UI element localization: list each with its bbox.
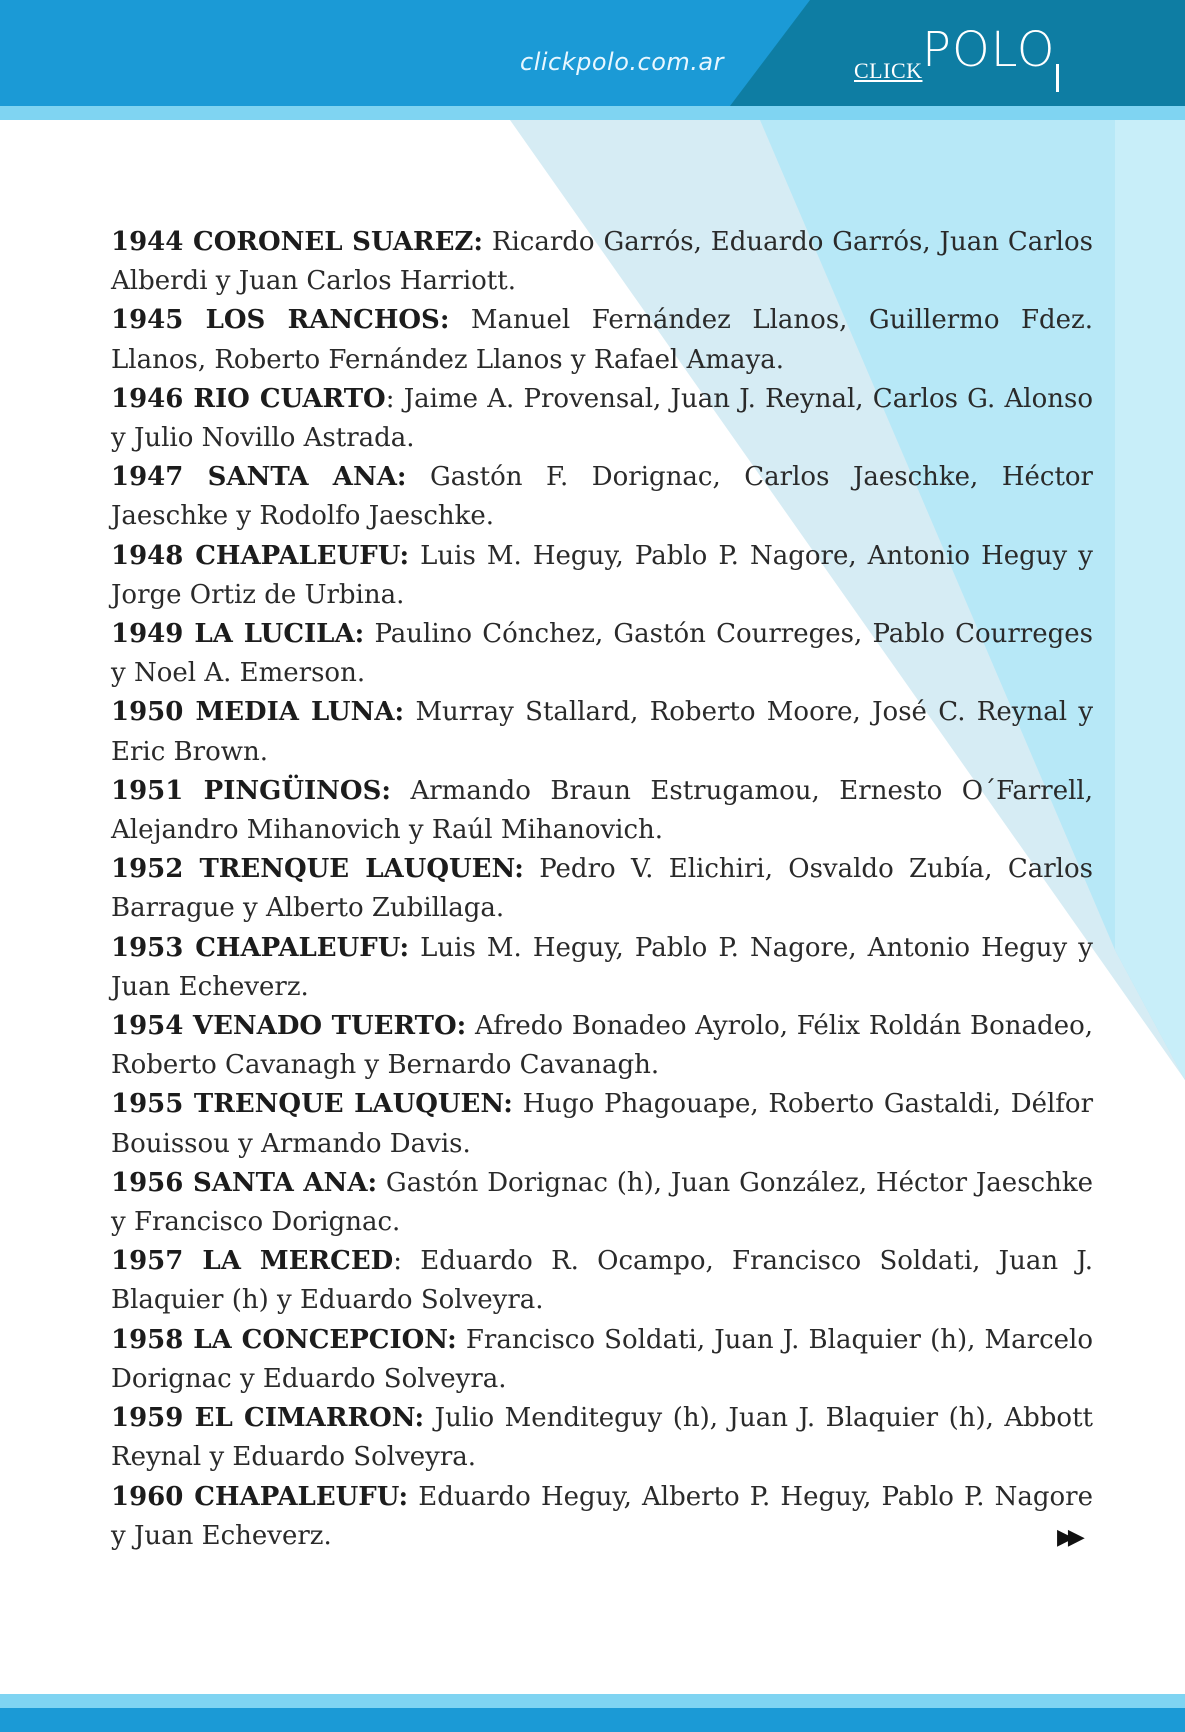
entry-year-team: 1947 SANTA ANA: <box>111 462 407 493</box>
footer-accent-strip <box>0 1694 1185 1708</box>
entry-players: Gastón Dorignac (h), Juan González, Héctor Jaeschke y Francisco Dorignac. <box>111 1167 1093 1238</box>
entry-players: Manuel Fernández Llanos, Guillermo Fdez. Llanos, Roberto Fernández Llanos y Rafael Amaya. <box>111 305 1094 375</box>
entry-players: Murray Stallard, Roberto Moore, José C. Reynal y Eric Brown. <box>111 697 1094 767</box>
champion-entry <box>111 850 1093 928</box>
champion-entry <box>111 1478 1093 1556</box>
entry-year-team: 1958 LA CONCEPCION: <box>111 1324 457 1355</box>
champion-entry <box>111 1321 1093 1399</box>
champion-entry <box>111 380 1093 458</box>
footer-bar <box>0 1708 1185 1732</box>
entry-year-team: 1946 RIO CUARTO <box>111 383 386 414</box>
champion-entry <box>111 772 1093 850</box>
champion-entry <box>111 223 1093 301</box>
edge-strip <box>1115 120 1185 1080</box>
entry-year-team: 1954 VENADO TUERTO: <box>111 1011 467 1042</box>
entry-year-team: 1950 MEDIA LUNA: <box>111 697 405 728</box>
entry-players: Paulino Cónchez, Gastón Courreges, Pablo Courreges y Noel A. Emerson. <box>111 619 1093 689</box>
entry-year-team: 1956 SANTA ANA: <box>111 1167 378 1198</box>
entry-players: Eduardo Heguy, Alberto P. Heguy, Pablo P. Nagore y Juan Echeverz. <box>111 1481 1093 1551</box>
logo-click-text: CLICK <box>854 58 923 83</box>
logo-polo-text: POLO <box>922 22 1056 78</box>
champion-entry <box>111 1007 1093 1085</box>
logo-tick-mark <box>1056 64 1059 92</box>
entry-players: Ricardo Garrós, Eduardo Garrós, Juan Carlos Alberdi y Juan Carlos Harriott. <box>111 227 1093 297</box>
champion-entry <box>111 615 1093 693</box>
champion-entry <box>111 301 1093 379</box>
entry-year-team: 1949 LA LUCILA: <box>111 619 365 650</box>
site-url[interactable]: clickpolo.com.ar <box>520 48 724 76</box>
entry-year-team: 1953 CHAPALEUFU: <box>111 932 410 963</box>
entry-players: Luis M. Heguy, Pablo P. Nagore, Antonio Heguy y Jorge Ortiz de Urbina. <box>111 540 1093 610</box>
entry-players: : Jaime A. Provensal, Juan J. Reynal, Carlos G. Alonso y Julio Novillo Astrada. <box>111 383 1093 454</box>
entry-players: Francisco Soldati, Juan J. Blaquier (h), Marcelo Dorignac y Eduardo Solveyra. <box>111 1324 1093 1394</box>
champion-entry <box>111 929 1093 1007</box>
entry-year-team: 1948 CHAPALEUFU: <box>111 540 410 571</box>
entry-year-team: 1955 TRENQUE LAUQUEN: <box>111 1089 513 1120</box>
entry-players: Pedro V. Elichiri, Osvaldo Zubía, Carlos Barrague y Alberto Zubillaga. <box>111 854 1093 924</box>
fast-forward-icon[interactable]: ▶▶ <box>1057 1525 1079 1550</box>
entry-year-team: 1952 TRENQUE LAUQUEN: <box>111 854 524 885</box>
entry-year-team: 1960 CHAPALEUFU: <box>111 1481 409 1512</box>
champion-entry <box>111 1399 1093 1477</box>
champion-entry <box>111 1085 1093 1163</box>
entry-players: : Eduardo R. Ocampo, Francisco Soldati, Juan J. Blaquier (h) y Eduardo Solveyra. <box>111 1246 1094 1316</box>
champion-entry <box>111 458 1093 536</box>
header-bar <box>0 0 1185 106</box>
entry-players: Luis M. Heguy, Pablo P. Nagore, Antonio Heguy y Juan Echeverz. <box>111 932 1093 1002</box>
champion-entry <box>111 537 1093 615</box>
entry-players: Gastón F. Dorignac, Carlos Jaeschke, Héctor Jaeschke y Rodolfo Jaeschke. <box>111 462 1093 532</box>
header-accent-strip <box>0 106 1185 120</box>
entry-players: Armando Braun Estrugamou, Ernesto O´Farrell, Alejandro Mihanovich y Raúl Mihanovich. <box>111 775 1094 846</box>
entry-players: Julio Menditeguy (h), Juan J. Blaquier (h), Abbott Reynal y Eduardo Solveyra. <box>111 1403 1093 1473</box>
entry-players: Afredo Bonadeo Ayrolo, Félix Roldán Bonadeo, Roberto Cavanagh y Bernardo Cavanagh. <box>111 1011 1093 1081</box>
entry-year-team: 1957 LA MERCED <box>111 1246 394 1277</box>
entry-players: Hugo Phagouape, Roberto Gastaldi, Délfor Bouissou y Armando Davis. <box>111 1089 1094 1159</box>
entry-year-team: 1945 LOS RANCHOS: <box>111 305 450 336</box>
champion-entry <box>111 1164 1093 1242</box>
champion-entry <box>111 693 1093 771</box>
entry-year-team: 1959 EL CIMARRON: <box>111 1403 425 1434</box>
champions-list <box>111 223 1093 1556</box>
entry-year-team: 1951 PINGÜINOS: <box>111 775 391 806</box>
champion-entry <box>111 1242 1093 1320</box>
entry-year-team: 1944 CORONEL SUAREZ: <box>111 227 484 257</box>
